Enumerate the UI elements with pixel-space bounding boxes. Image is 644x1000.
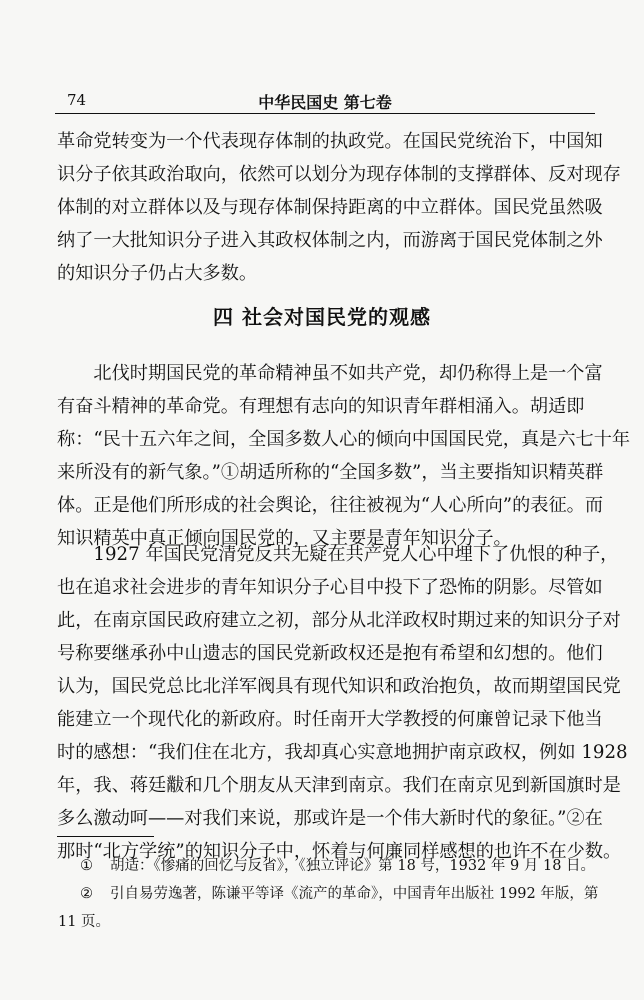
running-title: 中华民国史 第七卷 xyxy=(258,93,392,112)
text-line: 年，我、蒋廷黻和几个朋友从天津到南京。我们在南京见到新国旗时是 xyxy=(57,775,621,796)
text-line: 也在追求社会进步的青年知识分子心目中投下了恐怖的阴影。尽管如 xyxy=(57,577,603,598)
footnote-rule xyxy=(57,836,154,837)
footnote-marker: ① xyxy=(80,858,93,874)
text-line: 能建立一个现代化的新政府。时任南开大学教授的何廉曾记录下他当 xyxy=(57,709,603,730)
footnote-2 xyxy=(58,880,599,936)
text-line: 1927 年国民党清党反共无疑在共产党人心中埋下了仇恨的种子， xyxy=(93,544,619,565)
body-paragraph-3 xyxy=(57,538,628,868)
text-line: 有奋斗精神的革命党。有理想有志向的知识青年群相涌入。胡适即 xyxy=(57,396,585,417)
header-rule xyxy=(55,113,595,114)
text-line: 知识精英中真正倾向国民党的，又主要是青年知识分子。 xyxy=(57,528,512,549)
page-header xyxy=(55,88,595,112)
footnote-text: 引自易劳逸著，陈谦平等译《流产的革命》，中国青年出版社 1992 年版，第 xyxy=(110,886,599,902)
page-number: 74 xyxy=(67,91,87,109)
text-line: 的知识分子仍占大多数。 xyxy=(57,263,258,284)
footnote-1 xyxy=(80,852,598,880)
text-line: 那时“北方学统”的知识分子中，怀着与何廉同样感想的也许不在少数。 xyxy=(57,841,622,862)
text-line: 称：“民十五六年之间，全国多数人心的倾向中国国民党，真是六七十年 xyxy=(57,429,631,450)
section-heading: 四 社会对国民党的观感 xyxy=(213,305,431,329)
footnote-continuation: 11 页。 xyxy=(58,914,111,930)
text-line: 时的感想：“我们住在北方，我却真心实意地拥护南京政权，例如 1928 xyxy=(57,742,628,763)
text-line: 多么激动呵——对我们来说，那或许是一个伟大新时代的象征。”②在 xyxy=(57,808,603,829)
footnote-text: 胡适：《惨痛的回忆与反省》，《独立评论》第 18 号，1932 年 9 月 18 日。 xyxy=(110,858,596,874)
text-line: 体制的对立群体以及与现存体制保持距离的中立群体。国民党虽然吸 xyxy=(57,197,603,218)
text-line: 体。正是他们所形成的社会舆论，往往被视为“人心所向”的表征。而 xyxy=(57,495,604,516)
text-line: 纳了一大批知识分子进入其政权体制之内，而游离于国民党体制之外 xyxy=(57,230,603,251)
footnote-marker: ② xyxy=(80,886,93,902)
text-line: 革命党转变为一个代表现存体制的执政党。在国民党统治下，中国知 xyxy=(57,131,603,152)
text-line: 此，在南京国民政府建立之初，部分从北洋政权时期过来的知识分子对 xyxy=(57,610,621,631)
text-line: 来所没有的新气象。”①胡适所称的“全国多数”，当主要指知识精英群 xyxy=(57,462,604,483)
text-line: 号称要继承孙中山遗志的国民党新政权还是抱有希望和幻想的。他们 xyxy=(57,643,603,664)
body-paragraph-1 xyxy=(57,125,621,290)
text-line: 认为，国民党总比北洋军阀具有现代知识和政治抱负，故而期望国民党 xyxy=(57,676,621,697)
text-line: 北伐时期国民党的革命精神虽不如共产党，却仍称得上是一个富 xyxy=(93,363,603,384)
footnotes xyxy=(58,852,599,936)
text-line: 识分子依其政治取向，依然可以划分为现存体制的支撑群体、反对现存 xyxy=(57,164,621,185)
